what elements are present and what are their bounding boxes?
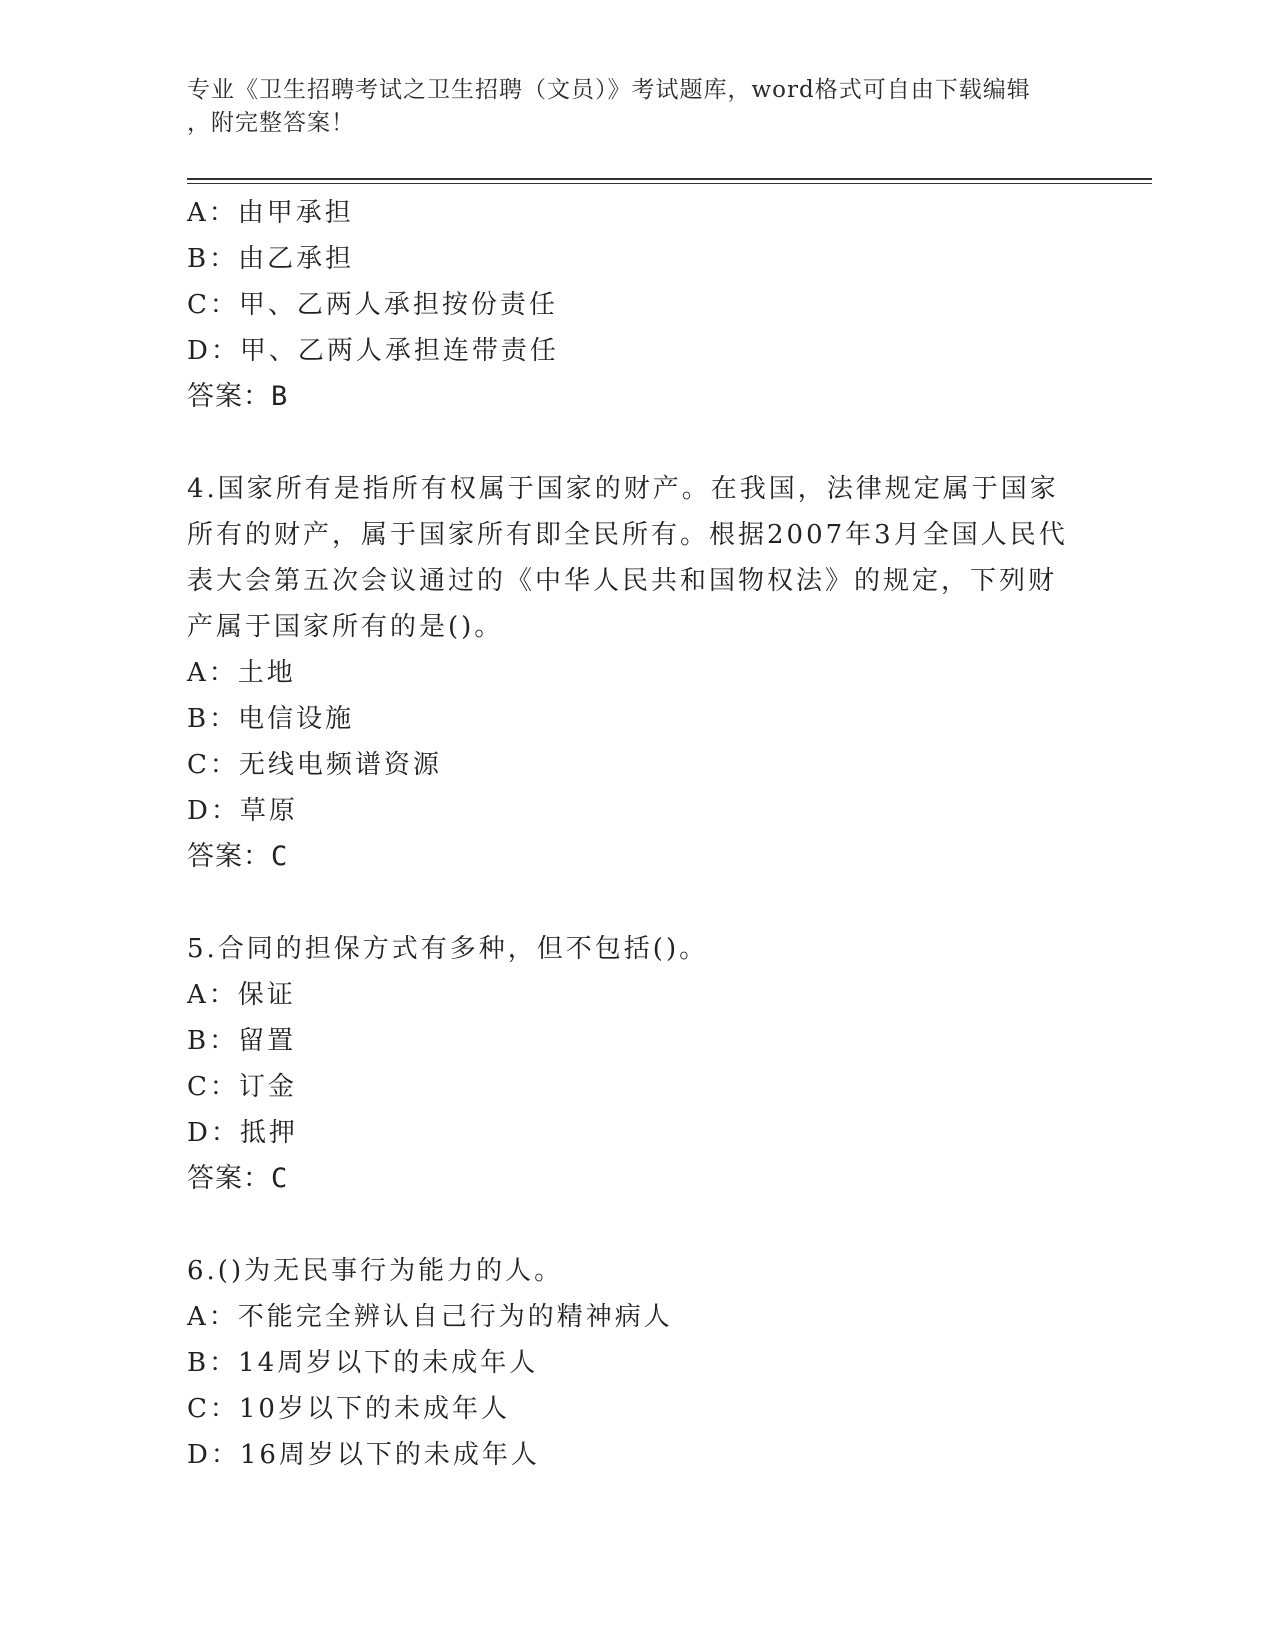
spacer <box>187 880 1087 926</box>
option-d: D：16周岁以下的未成年人 <box>187 1440 540 1470</box>
answer-label: 答案： <box>187 841 271 872</box>
answer-value: C <box>271 841 289 872</box>
spacer <box>187 1202 1087 1248</box>
option-b: B：留置 <box>187 1026 297 1056</box>
question-4 <box>187 466 1087 880</box>
option-c: C：甲、乙两人承担按份责任 <box>187 290 558 320</box>
option-b: B：由乙承担 <box>187 244 355 274</box>
option-b: B：电信设施 <box>187 704 355 734</box>
option-a: A：保证 <box>187 980 296 1010</box>
answer-value: C <box>271 1163 289 1194</box>
option-c: C：无线电频谱资源 <box>187 750 442 780</box>
answer-value: B <box>271 381 289 412</box>
document-header <box>187 74 1087 140</box>
option-c: C：10岁以下的未成年人 <box>187 1394 510 1424</box>
option-b: B：14周岁以下的未成年人 <box>187 1348 539 1378</box>
answer-line <box>187 1156 1087 1202</box>
question-list <box>187 190 1087 1478</box>
answer-line <box>187 374 1087 420</box>
header-rule-thin <box>187 183 1152 184</box>
header-rule-thick <box>187 178 1152 180</box>
option-a: A：土地 <box>187 658 296 688</box>
answer-line <box>187 834 1087 880</box>
question-3 <box>187 190 1087 420</box>
question-stem-line: 6.()为无民事行为能力的人。 <box>187 1256 564 1286</box>
question-stem-line: 4.国家所有是指所有权属于国家的财产。在我国，法律规定属于国家 <box>187 474 1059 504</box>
option-d: D：草原 <box>187 796 298 826</box>
spacer <box>187 420 1087 466</box>
question-6 <box>187 1248 1087 1478</box>
option-a: A：由甲承担 <box>187 198 354 228</box>
question-stem-line: 表大会第五次会议通过的《中华人民共和国物权法》的规定，下列财 <box>187 566 1058 596</box>
header-line-1: 专业《卫生招聘考试之卫生招聘（文员）》考试题库，word格式可自由下载编辑 <box>187 77 1031 103</box>
option-d: D：甲、乙两人承担连带责任 <box>187 336 559 366</box>
header-line-2: ，附完整答案！ <box>187 110 355 136</box>
option-c: C：订金 <box>187 1072 297 1102</box>
option-a: A：不能完全辨认自己行为的精神病人 <box>187 1302 673 1332</box>
answer-label: 答案： <box>187 1163 271 1194</box>
option-d: D：抵押 <box>187 1118 298 1148</box>
question-stem-line: 5.合同的担保方式有多种，但不包括()。 <box>187 934 709 964</box>
question-stem-line: 所有的财产，属于国家所有即全民所有。根据2007年3月全国人民代 <box>187 520 1068 550</box>
answer-label: 答案： <box>187 381 271 412</box>
question-5 <box>187 926 1087 1202</box>
question-stem-line: 产属于国家所有的是()。 <box>187 612 504 642</box>
